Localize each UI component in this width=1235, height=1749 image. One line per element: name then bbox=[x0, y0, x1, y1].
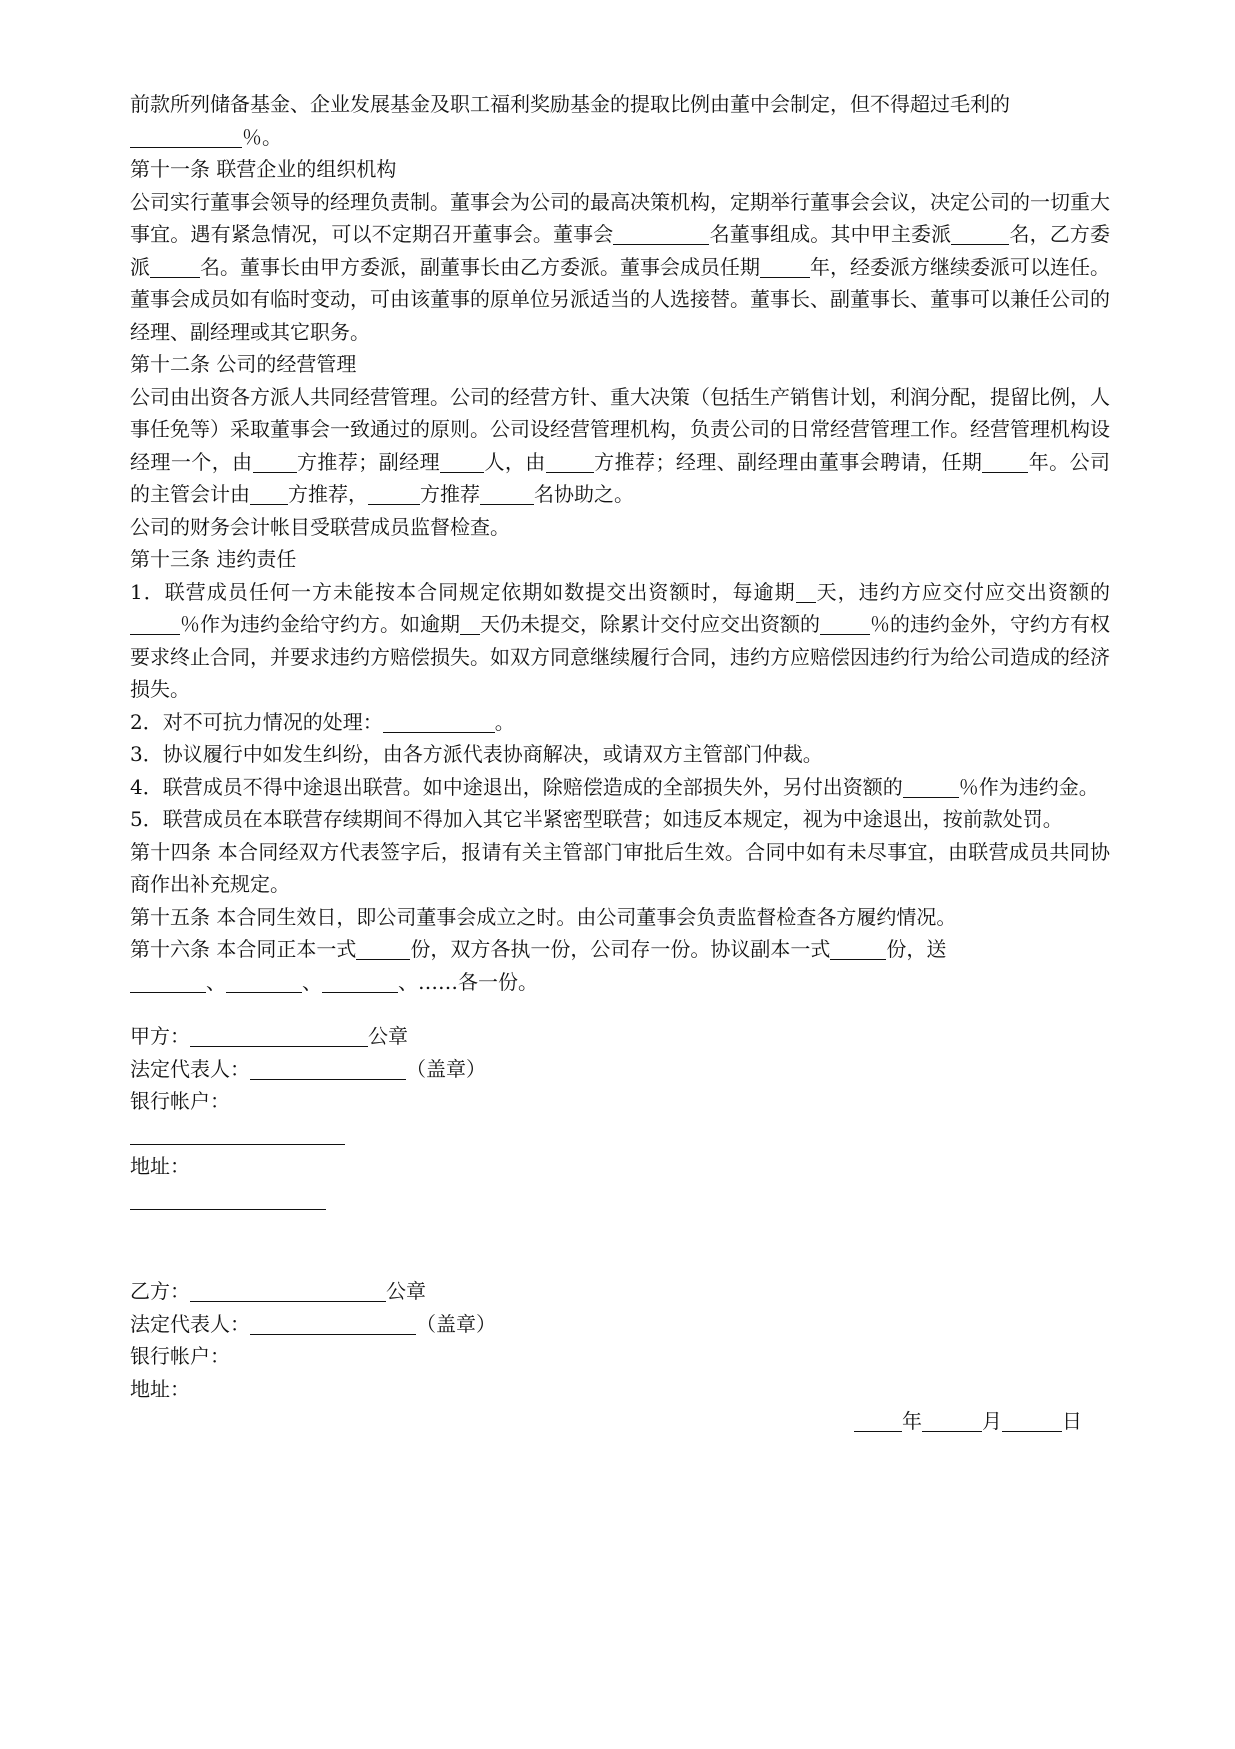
article-14: 第十四条 本合同经双方代表签字后，报请有关主管部门审批后生效。合同中如有未尽事宜，由联营成员共同协商作出补充规定。 bbox=[130, 839, 1110, 896]
article-13-item-2: 2．对不可抗力情况的处理： 。 bbox=[130, 709, 515, 734]
blank-day bbox=[1002, 1411, 1062, 1432]
blank-overdue-days bbox=[796, 582, 816, 603]
party-b-address-label: 地址： bbox=[130, 1376, 190, 1401]
article-13-item-1: 1．联营成员任何一方未能按本合同规定依期如数提交出资额时，每逾期 天，违约方应交付应交出资额的％作为违约金给守约方。如逾期 天仍未提交，除累计交付应交出资额的 ％的违约金外，守约方有权要求终止合同，并要求违约方赔偿损失。如双方同意继续履行合同，违约方应赔偿因违约行为给公司造成的经济损失。 bbox=[130, 579, 1110, 701]
blank-board-term bbox=[760, 257, 810, 278]
article-10-continuation bbox=[130, 88, 1110, 153]
article-16: 第十六条 本合同正本一式 份，双方各执一份，公司存一份。协议副本一式 份，送 、 、 、……各一份。 bbox=[130, 937, 947, 994]
party-a-name-blank bbox=[190, 1026, 368, 1047]
blank-deputy-count bbox=[440, 452, 484, 473]
party-a-bank-blank-line bbox=[130, 1118, 1110, 1151]
blank-gross-profit-percent bbox=[130, 127, 242, 148]
blank-deputy-nominator bbox=[546, 452, 594, 473]
blank-force-majeure bbox=[383, 712, 495, 733]
blank-year bbox=[854, 1411, 902, 1432]
party-b-name-blank bbox=[190, 1281, 386, 1302]
party-a-bank-blank bbox=[130, 1124, 345, 1145]
blank-duplicate-copies bbox=[830, 939, 886, 960]
article-13-item-5: 5．联营成员在本联营存续期间不得加入其它半紧密型联营；如违反本规定，视为中途退出，按前款处罚。 bbox=[130, 807, 1063, 831]
article-13-item-3: 3．协议履行中如发生纠纷，由各方派代表协商解决，或请双方主管部门仲裁。 bbox=[130, 742, 823, 766]
article-13-heading: 第十三条 违约责任 bbox=[130, 547, 297, 571]
blank-original-copies bbox=[356, 939, 410, 960]
article-10-text: 前款所列储备基金、企业发展基金及职工福利奖励基金的提取比例由董中会制定，但不得超过毛利的 bbox=[130, 92, 1010, 116]
blank-assistant-nominator bbox=[368, 484, 420, 505]
blank-assistant-count bbox=[480, 484, 534, 505]
party-a-line: 甲方： 公章 bbox=[130, 1024, 408, 1048]
article-11-heading: 第十一条 联营企业的组织机构 bbox=[130, 157, 397, 181]
party-b-line: 乙方： 公章 bbox=[130, 1279, 426, 1303]
blank-recipient-3 bbox=[322, 972, 398, 993]
blank-party-a-directors bbox=[951, 224, 1009, 245]
article-13-item-4: 4．联营成员不得中途退出联营。如中途退出，除赔偿造成的全部损失外，另付出资额的 ％作为违约金。 bbox=[130, 774, 1099, 799]
party-a-address-blank bbox=[130, 1189, 326, 1210]
blank-penalty-percent bbox=[130, 614, 180, 635]
party-b-rep-blank bbox=[250, 1314, 416, 1335]
contract-page bbox=[130, 88, 1110, 1438]
blank-party-b-directors bbox=[150, 257, 200, 278]
blank-manager-term bbox=[982, 452, 1028, 473]
blank-recipient-2 bbox=[226, 972, 302, 993]
party-a-rep-blank bbox=[250, 1059, 406, 1080]
blank-penalty-percent-2 bbox=[820, 614, 870, 635]
article-10-percent-suffix: ％。 bbox=[242, 124, 282, 149]
party-a-rep-line: 法定代表人： （盖章） bbox=[130, 1056, 486, 1081]
blank-recipient-1 bbox=[130, 972, 206, 993]
article-12-heading: 第十二条 公司的经营管理 bbox=[130, 352, 357, 376]
blank-manager-nominator bbox=[253, 452, 297, 473]
signing-date: 年 月 日 bbox=[130, 1405, 1110, 1438]
party-b-bank-label: 银行帐户： bbox=[130, 1344, 230, 1368]
blank-accountant-nominator bbox=[250, 484, 288, 505]
article-12-body: 公司由出资各方派人共同经营管理。公司的经营方针、重大决策（包括生产销售计划，利润分配，提留比例，人事任免等）采取董事会一致通过的原则。公司设经营管理机构，负责公司的日常经营管理工作。经营管理机构设经理一个，由 方推荐；副经理 人，由 方推荐；经理、副经理由董事会聘请，任期 年。公司的主管会计由 方推荐， 方推荐 名协助之。 bbox=[130, 384, 1111, 506]
article-11-body: 公司实行董事会领导的经理负责制。董事会为公司的最高决策机构，定期举行董事会会议，决定公司的一切重大事宜。遇有紧急情况，可以不定期召开董事会。董事会 名董事组成。其中甲主委派 名，乙方委派 名。董事长由甲方委派，副董事长由乙方委派。董事会成员任期 年，经委派方继续委派可以连任。董事会成员如有临时变动，可由该董事的原单位另派适当的人选接替。董事长、副董事长、董事可以兼任公司的经理、副经理或其它职务。 bbox=[130, 189, 1111, 344]
blank-month bbox=[922, 1411, 982, 1432]
blank-board-size bbox=[613, 224, 709, 245]
article-12-audit: 公司的财务会计帐目受联营成员监督检查。 bbox=[130, 514, 510, 539]
party-a-address-blank-line bbox=[130, 1183, 1110, 1216]
blank-withdrawal-percent bbox=[903, 777, 959, 798]
blank-overdue-days-2 bbox=[460, 614, 480, 635]
party-a-bank-label: 银行帐户： bbox=[130, 1089, 230, 1113]
party-b-rep-line: 法定代表人： （盖章） bbox=[130, 1311, 496, 1336]
party-a-address-label: 地址： bbox=[130, 1154, 190, 1178]
article-15: 第十五条 本合同生效日，即公司董事会成立之时。由公司董事会负责监督检查各方履约情况。 bbox=[130, 904, 957, 929]
